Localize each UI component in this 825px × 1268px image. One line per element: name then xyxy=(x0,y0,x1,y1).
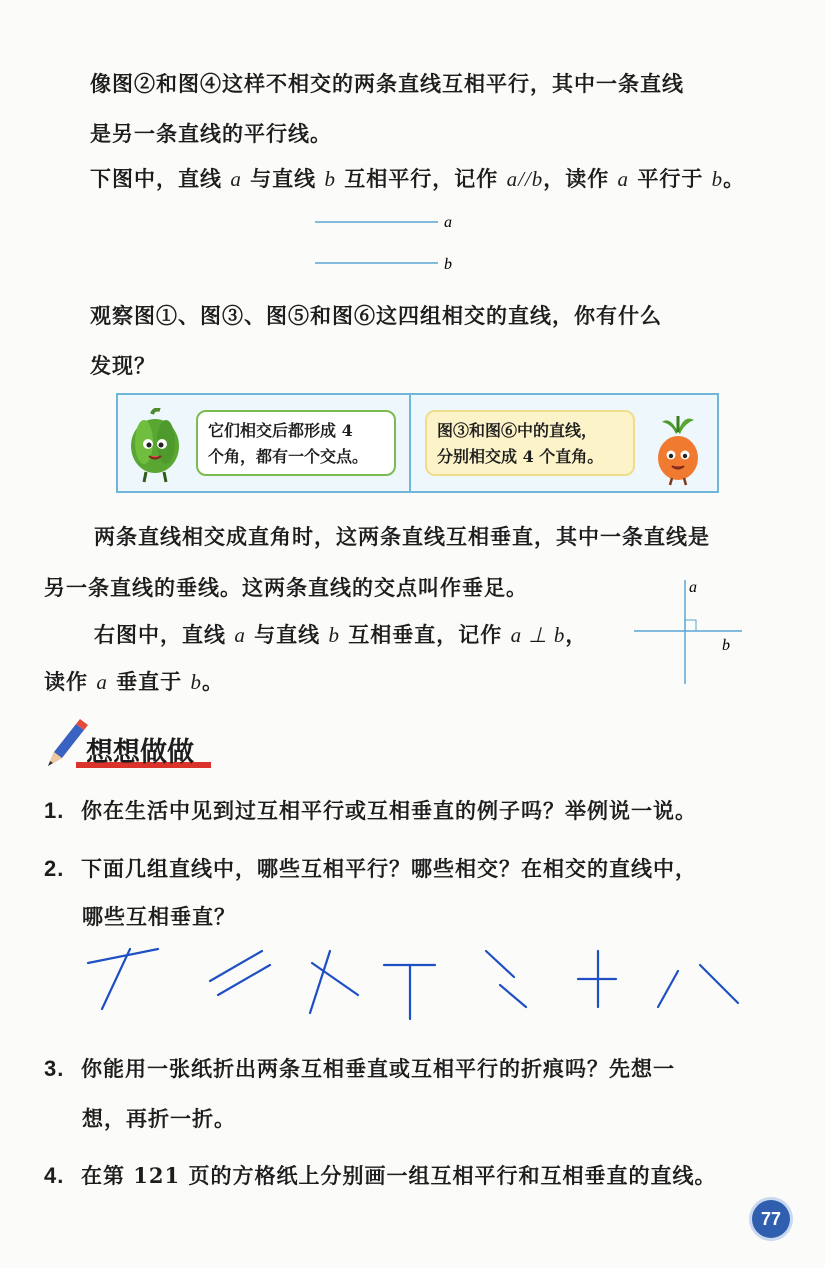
label-a: a xyxy=(444,214,452,231)
perp-line-4: 读作 a 垂直于 b。 xyxy=(44,669,224,694)
line-group-3 xyxy=(310,951,358,1013)
line-group-7 xyxy=(658,965,738,1007)
exercise-1: 1. 你在生活中见到过互相平行或互相垂直的例子吗？举例说一说。 xyxy=(44,798,697,823)
perp-line-3: 右图中，直线 a 与直线 b 互相垂直，记作 a ⊥ b， xyxy=(94,622,588,647)
perp-line-2: 另一条直线的垂线。这两条直线的交点叫作垂足。 xyxy=(44,575,528,600)
discussion-divider xyxy=(409,393,411,493)
pencil-icon xyxy=(48,719,88,766)
line-group-1 xyxy=(88,949,158,1009)
line-groups-figure xyxy=(80,945,760,1025)
fig-label-b: b xyxy=(722,637,730,654)
perpendicular-figure xyxy=(630,572,750,690)
exercise-2-cont: 哪些互相垂直？ xyxy=(82,904,236,929)
radish-character-icon xyxy=(648,414,708,486)
page-number: 77 xyxy=(752,1200,790,1238)
exercise-3: 3. 你能用一张纸折出两条互相垂直或互相平行的折痕吗？先想一 xyxy=(44,1056,675,1081)
observe-line-1: 观察图①、图③、图⑤和图⑥这四组相交的直线，你有什么 xyxy=(90,303,662,328)
intro-line-3: 下图中，直线 a 与直线 b 互相平行，记作 a//b，读作 a 平行于 b。 xyxy=(90,166,746,191)
parallel-lines-figure xyxy=(300,205,470,275)
line-group-2 xyxy=(210,951,270,995)
exercise-4: 4. 在第 121 页的方格纸上分别画一组互相平行和互相垂直的直线。 xyxy=(44,1163,717,1188)
exercise-3-cont: 想，再折一折。 xyxy=(82,1106,236,1131)
section-title: 想想做做 xyxy=(86,737,194,768)
line-group-5 xyxy=(486,951,526,1007)
right-angle-mark xyxy=(685,620,696,631)
label-b: b xyxy=(444,256,452,273)
exercise-2: 2. 下面几组直线中，哪些互相平行？哪些相交？在相交的直线中， xyxy=(44,856,697,881)
speech-bubble-left: 它们相交后都形成 4 个角，都有一个交点。 xyxy=(196,410,396,476)
line-group-4 xyxy=(384,965,435,1019)
observe-line-2: 发现？ xyxy=(90,353,156,378)
intro-line-1: 像图②和图④这样不相交的两条直线互相平行，其中一条直线 xyxy=(90,71,684,96)
speech-bubble-right: 图③和图⑥中的直线， 分别相交成 4 个直角。 xyxy=(425,410,635,476)
line-group-6 xyxy=(578,951,616,1007)
pepper-character-icon xyxy=(124,408,186,484)
perp-line-1: 两条直线相交成直角时，这两条直线互相垂直，其中一条直线是 xyxy=(94,524,710,549)
intro-line-2: 是另一条直线的平行线。 xyxy=(90,121,332,146)
fig-label-a: a xyxy=(689,579,697,596)
